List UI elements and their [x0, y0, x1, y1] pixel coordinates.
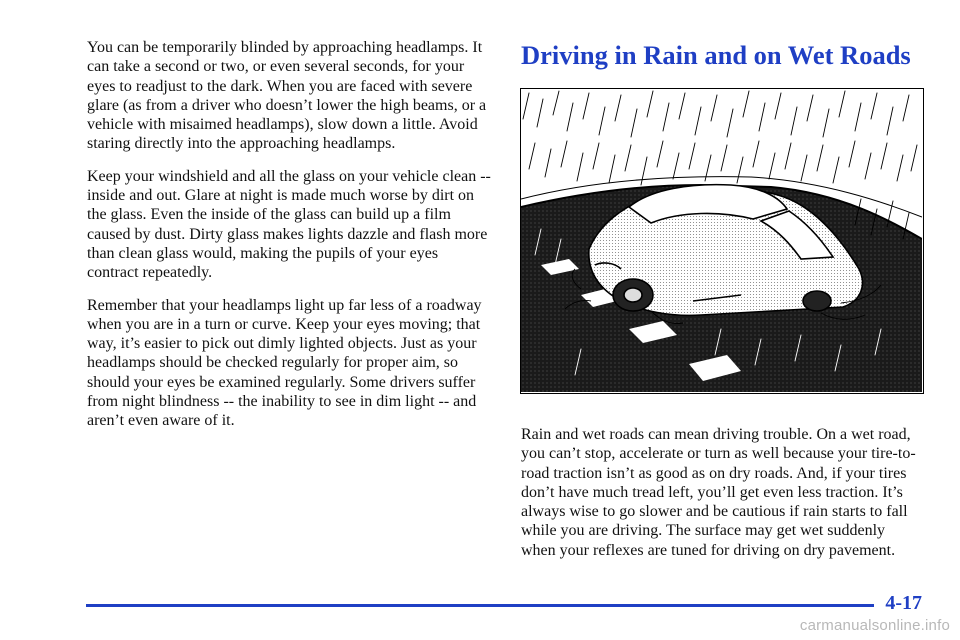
- paragraph-windshield: Keep your windshield and all the glass on your vehicle clean -- inside and out. Glare at night is made much worse by dirt on the glass. Even the inside of the glass can build up a film caused by dust. Dirty glass makes lights dazzle and flash more than clean glass would, making the pupils of your eyes contract repeatedly.: [87, 167, 491, 282]
- paragraph-glare: You can be temporarily blinded by approaching headlamps. It can take a second or two, or even several seconds, for your eyes to readjust to the dark. When you are faced with severe glare (as from a driver who doesn’t lower the high beams, or a vehicle with misaimed headlamps), slow down a little. Avoid staring directly into the approaching headlamps.: [87, 39, 487, 153]
- paragraph-night-blindness: Remember that your headlamps light up far less of a roadway when you are in a turn or curve. Keep your eyes moving; that way, it’s easier to pick out dimly lighted objects. Just as your headlamps should be checked regularly for proper aim, so should your eyes be examined regularly. Some drivers suffer from night blindness -- the inability to see in dim light -- and aren’t even aware of it.: [87, 296, 482, 430]
- paragraph-wet-roads: Rain and wet roads can mean driving trouble. On a wet road, you can’t stop, accelerate or turn as well because your tire-to-road traction isn’t as good as on dry roads. And, if your tires don’t have much tread left, you’ll get even less traction. It’s always wise to go slower and be cautious if rain starts to fall while you are driving. The surface may get wet suddenly when your reflexes are tuned for driving on dry pavement.: [521, 426, 916, 559]
- watermark: carmanualsonline.info: [799, 617, 950, 634]
- section-heading: Driving in Rain and on Wet Roads: [521, 40, 911, 70]
- left-column: [87, 38, 492, 444]
- page-number: 4-17: [885, 592, 922, 614]
- car-in-rain-illustration: [520, 88, 924, 394]
- footer-rule: [86, 604, 874, 607]
